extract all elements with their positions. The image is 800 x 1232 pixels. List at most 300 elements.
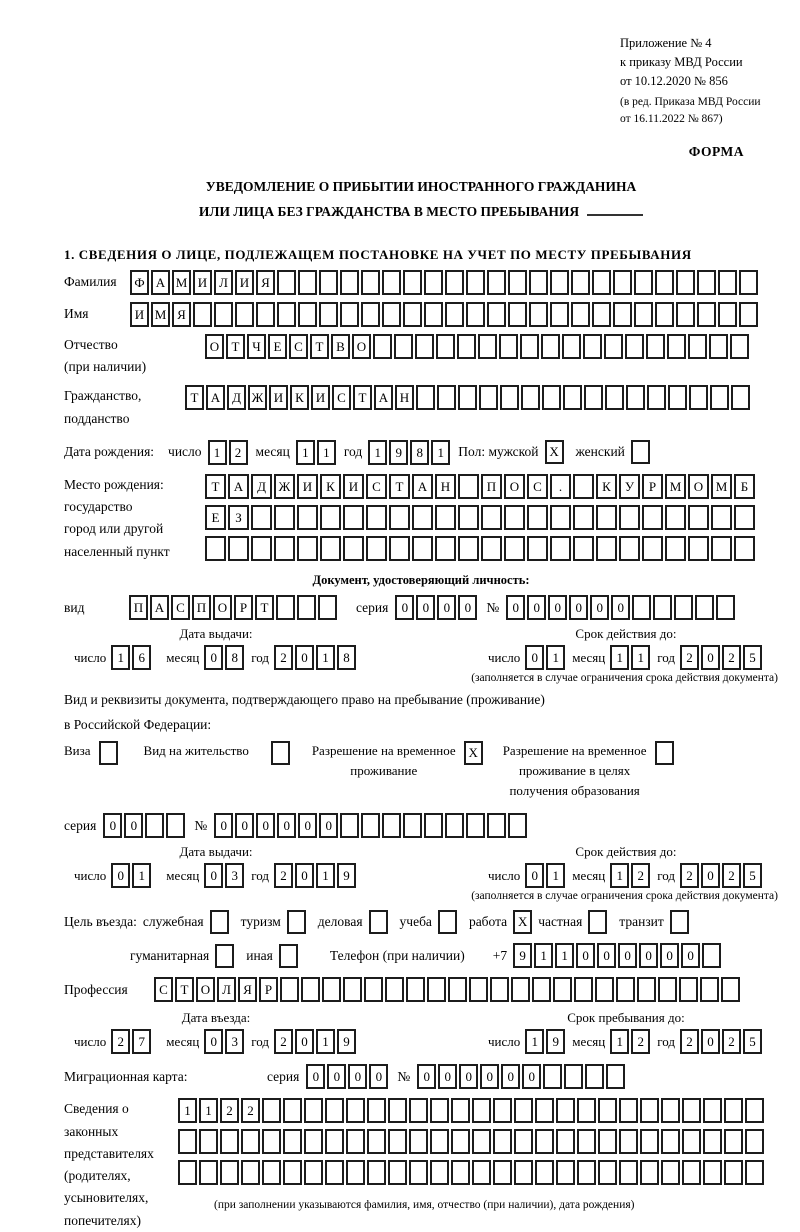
char-box[interactable] [640, 1129, 659, 1154]
char-box[interactable] [661, 1160, 680, 1185]
char-box[interactable]: 0 [701, 1029, 720, 1054]
char-box[interactable]: 0 [525, 863, 544, 888]
char-box[interactable] [640, 1098, 659, 1123]
char-box[interactable]: 8 [225, 645, 244, 670]
char-box[interactable] [626, 385, 645, 410]
char-box[interactable] [361, 813, 380, 838]
char-box[interactable] [605, 385, 624, 410]
char-box[interactable] [361, 270, 380, 295]
char-box[interactable] [553, 977, 572, 1002]
char-box[interactable] [274, 536, 295, 561]
char-box[interactable]: 0 [235, 813, 254, 838]
char-box[interactable] [619, 505, 640, 530]
char-box[interactable]: 9 [546, 1029, 565, 1054]
char-box[interactable] [511, 977, 530, 1002]
char-box[interactable] [745, 1098, 764, 1123]
char-box[interactable] [688, 505, 709, 530]
char-box[interactable] [702, 943, 721, 968]
char-box[interactable] [304, 1129, 323, 1154]
char-box[interactable] [325, 1098, 344, 1123]
char-box[interactable] [682, 1129, 701, 1154]
char-box[interactable]: Т [175, 977, 194, 1002]
char-box[interactable] [710, 385, 729, 410]
char-box[interactable]: 0 [295, 863, 314, 888]
char-box[interactable] [514, 1129, 533, 1154]
char-box[interactable] [457, 334, 476, 359]
char-box[interactable]: У [619, 474, 640, 499]
char-box[interactable] [724, 1160, 743, 1185]
char-box[interactable] [251, 536, 272, 561]
char-box[interactable]: О [205, 334, 224, 359]
char-box[interactable] [487, 302, 506, 327]
char-box[interactable] [466, 813, 485, 838]
char-box[interactable] [445, 813, 464, 838]
char-box[interactable] [697, 270, 716, 295]
char-box[interactable] [472, 1160, 491, 1185]
char-box[interactable] [739, 302, 758, 327]
char-box[interactable] [595, 977, 614, 1002]
char-box[interactable]: 0 [639, 943, 658, 968]
char-box[interactable]: Я [238, 977, 257, 1002]
char-box[interactable] [388, 1098, 407, 1123]
char-box[interactable]: 0 [501, 1064, 520, 1089]
char-box[interactable] [665, 505, 686, 530]
char-box[interactable]: Ж [274, 474, 295, 499]
char-box[interactable]: 1 [631, 645, 650, 670]
char-box[interactable] [479, 385, 498, 410]
char-box[interactable] [283, 1129, 302, 1154]
char-box[interactable]: 2 [274, 1029, 293, 1054]
char-box[interactable] [619, 536, 640, 561]
char-box[interactable] [451, 1098, 470, 1123]
char-box[interactable] [301, 977, 320, 1002]
char-box[interactable] [514, 1160, 533, 1185]
char-box[interactable]: 0 [618, 943, 637, 968]
char-box[interactable] [145, 813, 164, 838]
char-box[interactable] [734, 505, 755, 530]
char-box[interactable] [504, 536, 525, 561]
char-box[interactable] [436, 334, 455, 359]
char-box[interactable]: Т [255, 595, 274, 620]
char-box[interactable] [403, 302, 422, 327]
char-box[interactable] [577, 1160, 596, 1185]
char-box[interactable]: Р [234, 595, 253, 620]
char-box[interactable]: О [688, 474, 709, 499]
char-box[interactable] [427, 977, 446, 1002]
char-box[interactable] [718, 270, 737, 295]
char-box[interactable]: Я [256, 270, 275, 295]
char-box[interactable] [571, 270, 590, 295]
purpose-tourism-checkbox[interactable] [287, 910, 306, 934]
char-box[interactable] [596, 505, 617, 530]
char-box[interactable] [493, 1160, 512, 1185]
purpose-business-checkbox[interactable] [369, 910, 388, 934]
char-box[interactable]: 0 [295, 1029, 314, 1054]
char-box[interactable] [409, 1129, 428, 1154]
char-box[interactable] [703, 1098, 722, 1123]
char-box[interactable]: 1 [316, 1029, 335, 1054]
char-box[interactable] [458, 536, 479, 561]
char-box[interactable]: 9 [389, 440, 408, 465]
char-box[interactable]: Л [214, 270, 233, 295]
char-box[interactable] [535, 1160, 554, 1185]
char-box[interactable]: 0 [527, 595, 546, 620]
char-box[interactable] [382, 302, 401, 327]
char-box[interactable]: В [331, 334, 350, 359]
char-box[interactable]: 7 [132, 1029, 151, 1054]
char-box[interactable] [304, 1160, 323, 1185]
char-box[interactable] [320, 505, 341, 530]
char-box[interactable]: 0 [522, 1064, 541, 1089]
char-box[interactable] [667, 334, 686, 359]
char-box[interactable] [665, 536, 686, 561]
char-box[interactable]: 0 [438, 1064, 457, 1089]
char-box[interactable] [739, 270, 758, 295]
char-box[interactable]: 0 [576, 943, 595, 968]
char-box[interactable] [435, 505, 456, 530]
char-box[interactable] [178, 1129, 197, 1154]
char-box[interactable] [543, 1064, 562, 1089]
char-box[interactable]: 1 [208, 440, 227, 465]
residence-permit-checkbox[interactable] [271, 741, 290, 765]
char-box[interactable]: М [665, 474, 686, 499]
char-box[interactable]: 2 [631, 1029, 650, 1054]
char-box[interactable]: 6 [132, 645, 151, 670]
char-box[interactable] [584, 385, 603, 410]
char-box[interactable] [389, 505, 410, 530]
char-box[interactable] [682, 1160, 701, 1185]
char-box[interactable] [504, 505, 525, 530]
char-box[interactable]: 2 [631, 863, 650, 888]
char-box[interactable] [655, 302, 674, 327]
char-box[interactable] [604, 334, 623, 359]
char-box[interactable] [592, 302, 611, 327]
char-box[interactable]: 1 [534, 943, 553, 968]
char-box[interactable]: 0 [416, 595, 435, 620]
char-box[interactable]: К [320, 474, 341, 499]
char-box[interactable] [711, 505, 732, 530]
char-box[interactable]: 0 [111, 863, 130, 888]
char-box[interactable] [466, 270, 485, 295]
char-box[interactable]: С [171, 595, 190, 620]
char-box[interactable]: 0 [204, 863, 223, 888]
char-box[interactable] [731, 385, 750, 410]
char-box[interactable]: Т [389, 474, 410, 499]
char-box[interactable] [458, 505, 479, 530]
char-box[interactable] [424, 813, 443, 838]
char-box[interactable] [634, 270, 653, 295]
char-box[interactable] [458, 385, 477, 410]
char-box[interactable]: Т [353, 385, 372, 410]
char-box[interactable] [724, 1098, 743, 1123]
char-box[interactable] [283, 1160, 302, 1185]
char-box[interactable] [445, 270, 464, 295]
char-box[interactable]: А [151, 270, 170, 295]
char-box[interactable]: О [213, 595, 232, 620]
char-box[interactable] [508, 270, 527, 295]
char-box[interactable]: Р [642, 474, 663, 499]
char-box[interactable]: 0 [590, 595, 609, 620]
char-box[interactable] [653, 595, 672, 620]
char-box[interactable] [481, 505, 502, 530]
char-box[interactable] [389, 536, 410, 561]
char-box[interactable]: С [289, 334, 308, 359]
char-box[interactable]: 0 [204, 645, 223, 670]
char-box[interactable] [535, 1129, 554, 1154]
char-box[interactable]: 1 [296, 440, 315, 465]
char-box[interactable] [297, 595, 316, 620]
char-box[interactable] [598, 1098, 617, 1123]
char-box[interactable]: А [206, 385, 225, 410]
char-box[interactable] [658, 977, 677, 1002]
char-box[interactable] [574, 977, 593, 1002]
char-box[interactable] [415, 334, 434, 359]
char-box[interactable] [487, 813, 506, 838]
char-box[interactable]: 0 [124, 813, 143, 838]
char-box[interactable]: 0 [548, 595, 567, 620]
char-box[interactable]: 0 [506, 595, 525, 620]
char-box[interactable] [541, 334, 560, 359]
char-box[interactable]: И [235, 270, 254, 295]
char-box[interactable] [550, 270, 569, 295]
char-box[interactable]: 1 [431, 440, 450, 465]
char-box[interactable] [550, 536, 571, 561]
char-box[interactable] [262, 1160, 281, 1185]
char-box[interactable] [424, 302, 443, 327]
char-box[interactable] [424, 270, 443, 295]
char-box[interactable] [256, 302, 275, 327]
char-box[interactable]: 0 [597, 943, 616, 968]
char-box[interactable] [320, 536, 341, 561]
char-box[interactable] [451, 1160, 470, 1185]
char-box[interactable] [679, 977, 698, 1002]
char-box[interactable] [228, 536, 249, 561]
char-box[interactable]: М [172, 270, 191, 295]
char-box[interactable] [409, 1098, 428, 1123]
char-box[interactable] [700, 977, 719, 1002]
char-box[interactable]: П [481, 474, 502, 499]
char-box[interactable] [319, 270, 338, 295]
char-box[interactable] [478, 334, 497, 359]
char-box[interactable] [716, 595, 735, 620]
char-box[interactable] [674, 595, 693, 620]
char-box[interactable] [277, 270, 296, 295]
char-box[interactable]: О [504, 474, 525, 499]
purpose-humanitarian-checkbox[interactable] [215, 944, 234, 968]
char-box[interactable] [571, 302, 590, 327]
char-box[interactable] [634, 302, 653, 327]
char-box[interactable]: 0 [298, 813, 317, 838]
char-box[interactable]: Е [268, 334, 287, 359]
char-box[interactable]: С [332, 385, 351, 410]
char-box[interactable] [573, 505, 594, 530]
char-box[interactable] [346, 1098, 365, 1123]
char-box[interactable] [262, 1129, 281, 1154]
char-box[interactable]: 1 [316, 645, 335, 670]
char-box[interactable]: Р [259, 977, 278, 1002]
purpose-study-checkbox[interactable] [438, 910, 457, 934]
char-box[interactable] [469, 977, 488, 1002]
char-box[interactable] [412, 536, 433, 561]
char-box[interactable] [361, 302, 380, 327]
char-box[interactable] [745, 1160, 764, 1185]
char-box[interactable]: 0 [348, 1064, 367, 1089]
char-box[interactable] [490, 977, 509, 1002]
char-box[interactable]: Н [395, 385, 414, 410]
char-box[interactable] [529, 270, 548, 295]
char-box[interactable]: 0 [256, 813, 275, 838]
char-box[interactable]: Е [205, 505, 226, 530]
char-box[interactable] [598, 1129, 617, 1154]
char-box[interactable]: 2 [722, 645, 741, 670]
char-box[interactable] [364, 977, 383, 1002]
char-box[interactable]: К [290, 385, 309, 410]
sex-female-checkbox[interactable] [631, 440, 650, 464]
char-box[interactable]: 0 [417, 1064, 436, 1089]
char-box[interactable] [220, 1129, 239, 1154]
char-box[interactable]: К [596, 474, 617, 499]
char-box[interactable]: 1 [178, 1098, 197, 1123]
char-box[interactable] [430, 1129, 449, 1154]
char-box[interactable] [193, 302, 212, 327]
char-box[interactable]: 0 [525, 645, 544, 670]
char-box[interactable]: 1 [111, 645, 130, 670]
char-box[interactable] [298, 270, 317, 295]
char-box[interactable] [556, 1129, 575, 1154]
char-box[interactable] [412, 505, 433, 530]
char-box[interactable] [214, 302, 233, 327]
char-box[interactable] [697, 302, 716, 327]
purpose-work-checkbox[interactable]: X [513, 910, 532, 934]
char-box[interactable] [529, 302, 548, 327]
char-box[interactable] [583, 334, 602, 359]
char-box[interactable] [325, 1129, 344, 1154]
char-box[interactable] [676, 302, 695, 327]
char-box[interactable]: 3 [225, 1029, 244, 1054]
temp-permit-education-checkbox[interactable] [655, 741, 674, 765]
char-box[interactable]: Л [217, 977, 236, 1002]
char-box[interactable]: 2 [274, 863, 293, 888]
char-box[interactable] [241, 1160, 260, 1185]
char-box[interactable]: 0 [660, 943, 679, 968]
char-box[interactable] [493, 1129, 512, 1154]
char-box[interactable] [689, 385, 708, 410]
char-box[interactable] [577, 1129, 596, 1154]
char-box[interactable] [688, 334, 707, 359]
char-box[interactable] [613, 270, 632, 295]
char-box[interactable]: 0 [701, 863, 720, 888]
char-box[interactable]: 5 [743, 1029, 762, 1054]
char-box[interactable] [647, 385, 666, 410]
char-box[interactable] [382, 813, 401, 838]
char-box[interactable] [458, 474, 479, 499]
char-box[interactable] [403, 270, 422, 295]
char-box[interactable] [385, 977, 404, 1002]
char-box[interactable]: 8 [410, 440, 429, 465]
char-box[interactable] [382, 270, 401, 295]
char-box[interactable]: 9 [513, 943, 532, 968]
char-box[interactable] [619, 1098, 638, 1123]
char-box[interactable] [276, 595, 295, 620]
char-box[interactable] [367, 1098, 386, 1123]
char-box[interactable] [661, 1129, 680, 1154]
char-box[interactable] [318, 595, 337, 620]
char-box[interactable]: 0 [437, 595, 456, 620]
char-box[interactable]: С [527, 474, 548, 499]
char-box[interactable]: 5 [743, 863, 762, 888]
char-box[interactable] [721, 977, 740, 1002]
char-box[interactable] [466, 302, 485, 327]
char-box[interactable]: 0 [306, 1064, 325, 1089]
char-box[interactable]: . [550, 474, 571, 499]
char-box[interactable] [277, 302, 296, 327]
char-box[interactable]: 1 [132, 863, 151, 888]
char-box[interactable]: О [352, 334, 371, 359]
char-box[interactable]: Ч [247, 334, 266, 359]
char-box[interactable]: 2 [680, 863, 699, 888]
char-box[interactable] [532, 977, 551, 1002]
char-box[interactable]: 0 [681, 943, 700, 968]
char-box[interactable] [493, 1098, 512, 1123]
char-box[interactable] [388, 1129, 407, 1154]
char-box[interactable]: Н [435, 474, 456, 499]
char-box[interactable] [481, 536, 502, 561]
char-box[interactable] [682, 1098, 701, 1123]
char-box[interactable] [500, 385, 519, 410]
char-box[interactable] [472, 1129, 491, 1154]
char-box[interactable] [598, 1160, 617, 1185]
char-box[interactable]: 2 [680, 645, 699, 670]
char-box[interactable] [435, 536, 456, 561]
char-box[interactable] [573, 536, 594, 561]
char-box[interactable]: 1 [610, 1029, 629, 1054]
char-box[interactable]: 1 [610, 645, 629, 670]
char-box[interactable] [646, 334, 665, 359]
char-box[interactable]: 0 [204, 1029, 223, 1054]
char-box[interactable]: М [151, 302, 170, 327]
char-box[interactable]: А [228, 474, 249, 499]
char-box[interactable]: О [196, 977, 215, 1002]
char-box[interactable] [280, 977, 299, 1002]
char-box[interactable]: 0 [459, 1064, 478, 1089]
char-box[interactable] [642, 536, 663, 561]
char-box[interactable]: 0 [611, 595, 630, 620]
char-box[interactable] [340, 270, 359, 295]
purpose-private-checkbox[interactable] [588, 910, 607, 934]
char-box[interactable] [616, 977, 635, 1002]
char-box[interactable]: С [366, 474, 387, 499]
char-box[interactable] [166, 813, 185, 838]
char-box[interactable]: 1 [555, 943, 574, 968]
char-box[interactable] [550, 505, 571, 530]
char-box[interactable] [703, 1129, 722, 1154]
char-box[interactable]: 1 [546, 863, 565, 888]
char-box[interactable] [625, 334, 644, 359]
char-box[interactable] [388, 1160, 407, 1185]
char-box[interactable] [711, 536, 732, 561]
char-box[interactable] [394, 334, 413, 359]
char-box[interactable] [403, 813, 422, 838]
char-box[interactable]: Д [227, 385, 246, 410]
char-box[interactable] [199, 1129, 218, 1154]
char-box[interactable]: Т [205, 474, 226, 499]
char-box[interactable] [346, 1129, 365, 1154]
char-box[interactable] [508, 302, 527, 327]
char-box[interactable]: 8 [337, 645, 356, 670]
char-box[interactable]: И [297, 474, 318, 499]
char-box[interactable] [298, 302, 317, 327]
char-box[interactable]: 1 [368, 440, 387, 465]
